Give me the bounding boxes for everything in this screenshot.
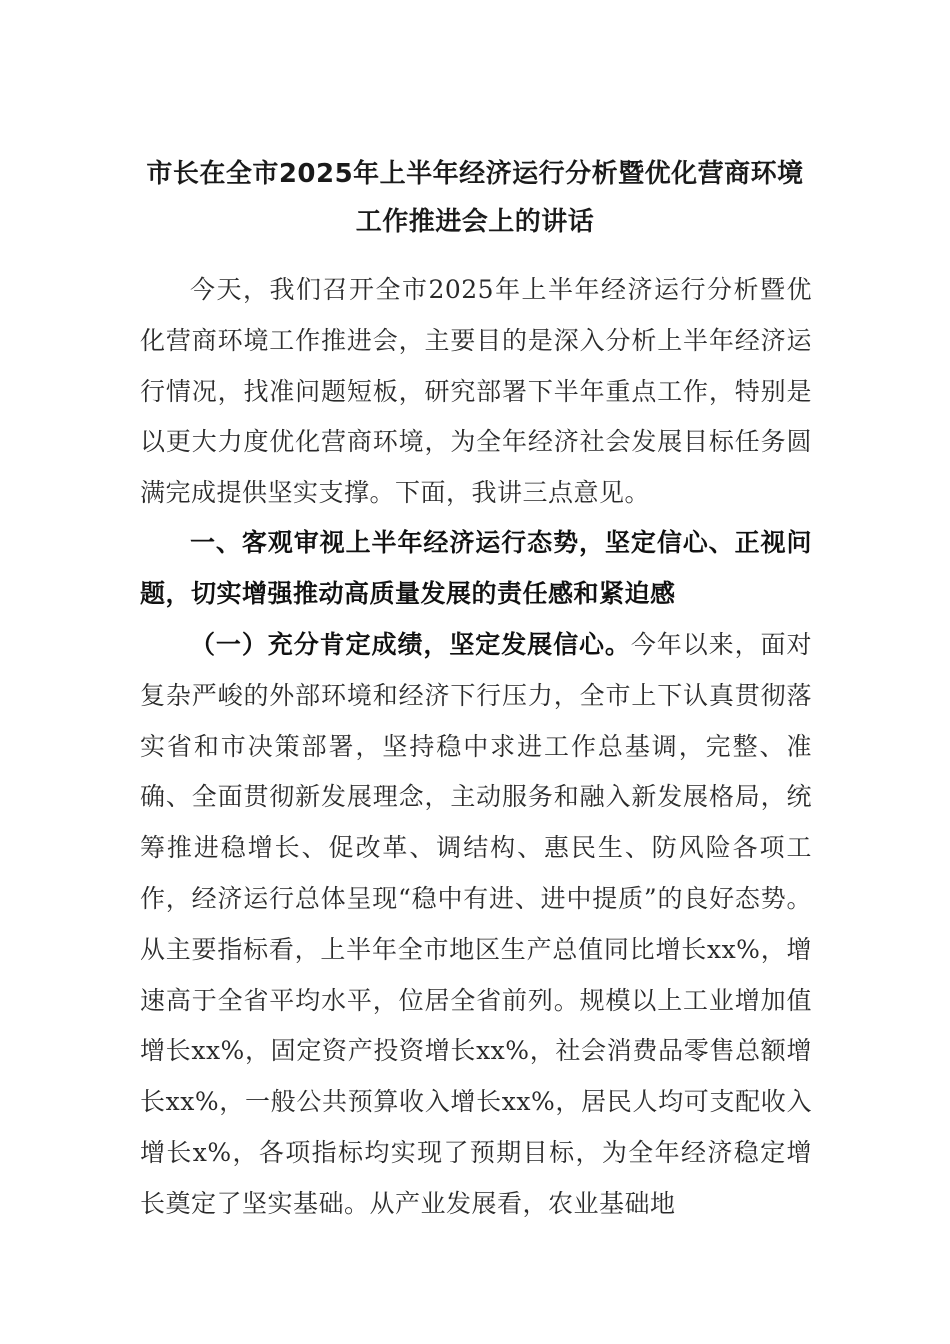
section-heading-1: 一、客观审视上半年经济运行态势，坚定信心、正视问题，切实增强推动高质量发展的责任感和紧迫感 (140, 528, 812, 608)
intro-paragraph: 今天，我们召开全市2025年上半年经济运行分析暨优化营商环境工作推进会，主要目的是深入分析上半年经济运行情况，找准问题短板，研究部署下半年重点工作，特别是以更大力度优化营商环境，为全年经济社会发展目标任务圆满完成提供坚实支撑。下面，我讲三点意见。 (140, 275, 812, 508)
subsection-lead-1: （一）充分肯定成绩，坚定发展信心。 (190, 630, 631, 659)
document-title: 市长在全市2025年上半年经济运行分析暨优化营商环境工作推进会上的讲话 (146, 159, 804, 237)
subsection-paragraph-1 (140, 620, 812, 1230)
subsection-body-1: 今年以来，面对复杂严峻的外部环境和经济下行压力，全市上下认真贯彻落实省和市决策部署，坚持稳中求进工作总基调，完整、准确、全面贯彻新发展理念，主动服务和融入新发展格局，统筹推进稳增长、促改革、调结构、惠民生、防风险各项工作，经济运行总体呈现“稳中有进、进中提质”的良好态势。从主要指标看，上半年全市地区生产总值同比增长xx%，增速高于全省平均水平，位居全省前列。规模以上工业增加值增长xx%，固定资产投资增长xx%，社会消费品零售总额增长xx%，一般公共预算收入增长xx%，居民人均可支配收入增长x%，各项指标均实现了预期目标，为全年经济稳定增长奠定了坚实基础。从产业发展看，农业基础地 (140, 630, 812, 1218)
